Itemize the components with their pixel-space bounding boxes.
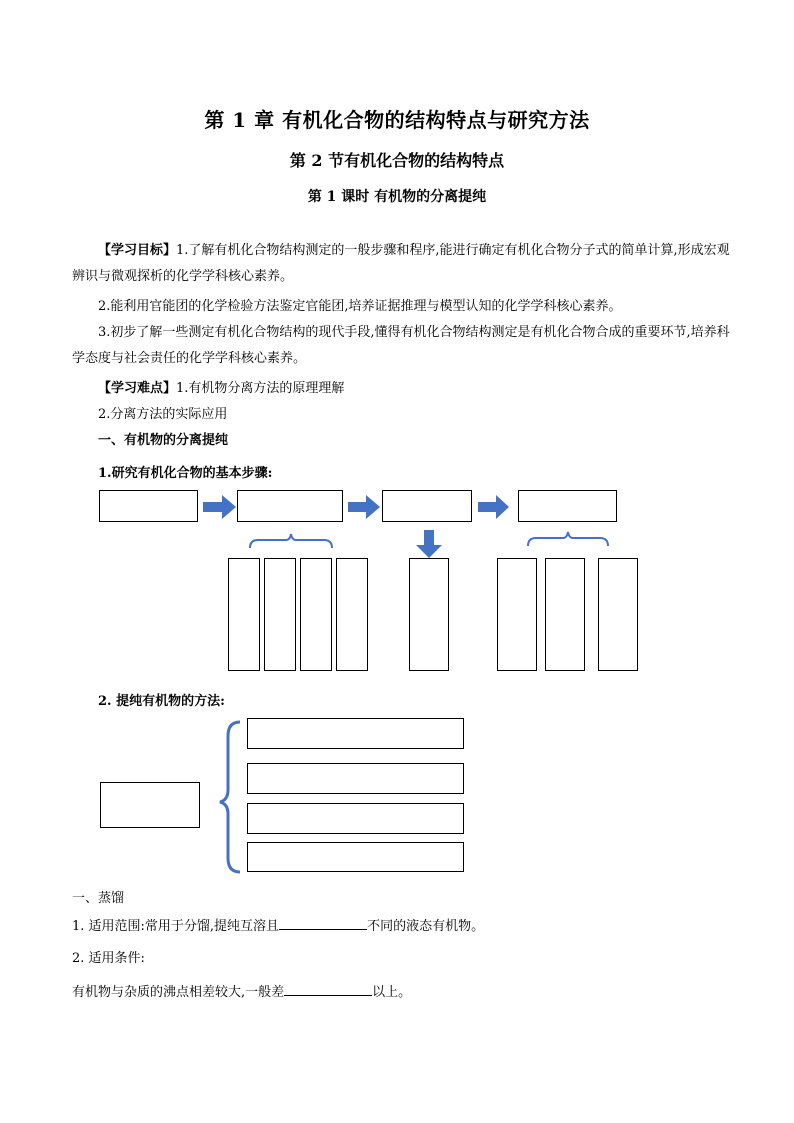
method-main-box[interactable] — [100, 782, 200, 828]
condition-line — [72, 980, 411, 1006]
lesson-title: 第 1 课时 有机物的分离提纯 — [307, 189, 487, 205]
sub-box-3a[interactable] — [409, 558, 449, 671]
steps-heading: 1.研究有机化合物的基本步骤: — [98, 466, 273, 481]
scope-suffix: 不同的液态有机物。 — [367, 919, 485, 934]
arrow-down-icon — [416, 530, 442, 558]
sub-box-2b[interactable] — [264, 558, 296, 671]
objective-2: 2.能利用官能团的化学检验方法鉴定官能团,培养证据推理与模型认知的化学学科核心素养。 — [98, 299, 622, 314]
section-title: 第 2 节有机化合物的结构特点 — [289, 151, 505, 170]
scope-line — [72, 914, 484, 940]
scope-prefix: 1. 适用范围:常用于分馏,提纯互溶且 — [72, 919, 280, 934]
difficulty-1-text: 1.有机物分离方法的原理理解 — [176, 381, 345, 396]
section-one-heading: 一、有机物的分离提纯 — [98, 433, 229, 448]
difficulties-label: 【学习难点】 — [98, 381, 177, 396]
condition-prefix: 有机物与杂质的沸点相差较大,一般差 — [72, 985, 285, 1000]
brace-icon — [220, 722, 240, 872]
sub-box-4b[interactable] — [545, 558, 585, 671]
sub-box-2a[interactable] — [228, 558, 260, 671]
condition-blank[interactable] — [284, 981, 372, 996]
sub-box-4a[interactable] — [497, 558, 537, 671]
sub-box-4c[interactable] — [598, 558, 638, 671]
distillation-heading: 一、蒸馏 — [72, 891, 125, 906]
arrow-right-icon — [348, 495, 380, 519]
method-box-3[interactable] — [247, 803, 464, 834]
sub-box-2c[interactable] — [300, 558, 332, 671]
method-box-4[interactable] — [247, 842, 464, 872]
objective-1-text: 1.了解有机化合物结构测定的一般步骤和程序,能进行确定有机化合物分子式的简单计算,形成宏观辨识与微观探析的化学学科核心素养。 — [72, 243, 730, 284]
arrow-right-icon — [203, 495, 236, 519]
objective-3: 3.初步了解一些测定有机化合物结构的现代手段,懂得有机化合物结构测定是有机化合物合成的重要环节,培养科学态度与社会责任的化学学科核心素养。 — [72, 325, 730, 366]
condition-heading: 2. 适用条件: — [72, 951, 145, 966]
objectives-label: 【学习目标】 — [98, 243, 177, 258]
brace-icon — [528, 532, 608, 546]
scope-blank[interactable] — [279, 915, 367, 930]
brace-icon — [250, 534, 332, 548]
method-box-2[interactable] — [247, 763, 464, 794]
difficulty-2: 2.分离方法的实际应用 — [98, 407, 228, 422]
method-box-1[interactable] — [247, 718, 464, 749]
condition-suffix: 以上。 — [372, 985, 412, 1000]
chapter-title: 第 1 章 有机化合物的结构特点与研究方法 — [204, 108, 590, 132]
sub-box-2d[interactable] — [336, 558, 368, 671]
methods-heading: 2. 提纯有机物的方法: — [98, 694, 225, 709]
arrow-right-icon — [478, 495, 509, 519]
